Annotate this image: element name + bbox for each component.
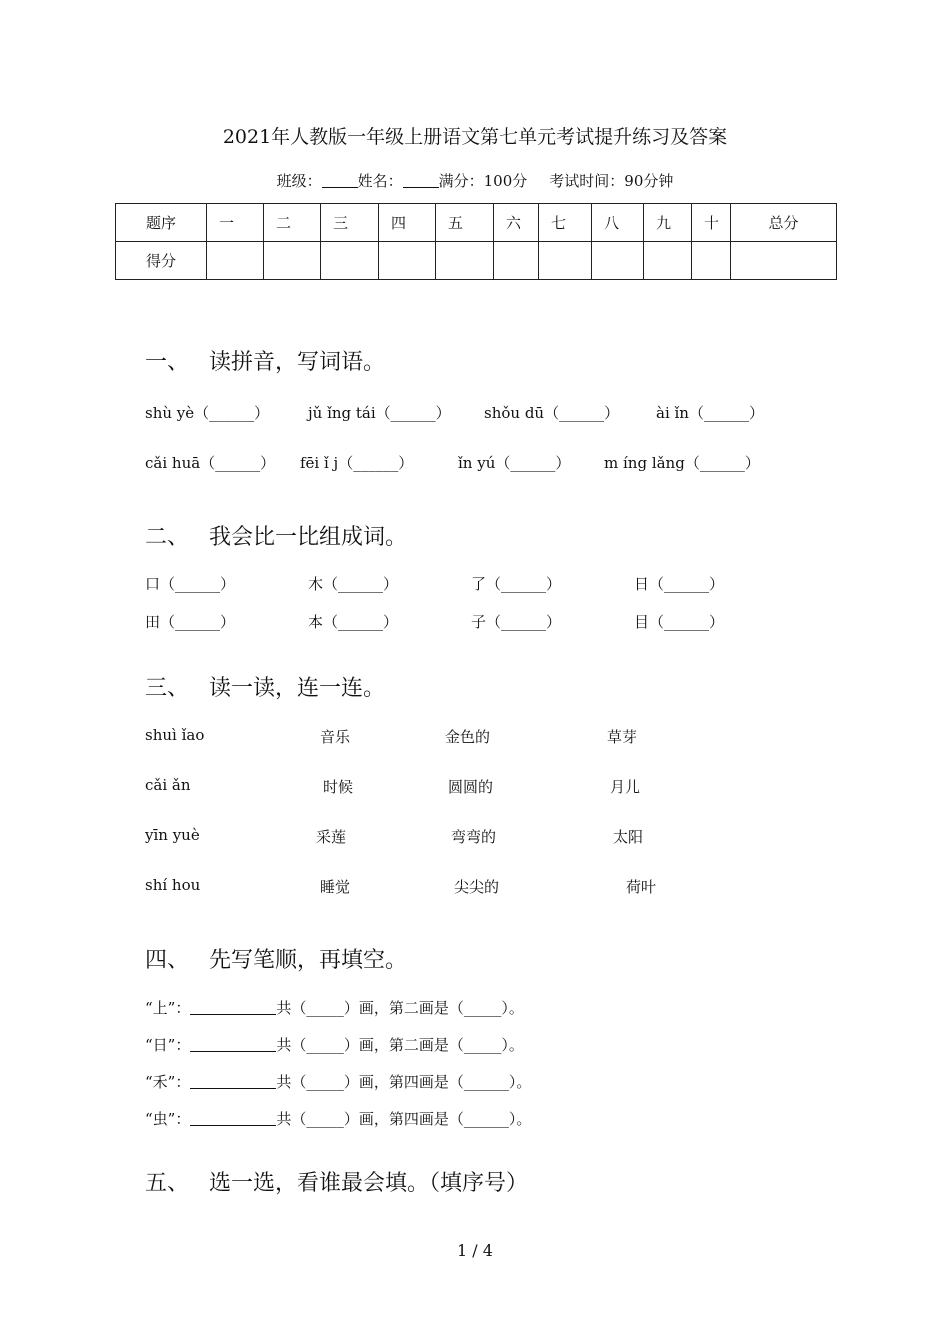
score-col-8: 八 — [592, 204, 644, 242]
score-cell[interactable] — [264, 242, 321, 280]
pinyin-item[interactable]: fēi ǐ j（______） — [300, 454, 414, 472]
section-number: 一、 — [145, 350, 190, 375]
score-cell[interactable] — [494, 242, 539, 280]
name-label: 姓名： — [357, 172, 403, 190]
match-word[interactable]: 睡觉 — [320, 878, 351, 896]
match-noun[interactable]: 太阳 — [613, 828, 644, 846]
section-number: 二、 — [145, 525, 190, 550]
class-label: 班级： — [276, 172, 322, 190]
score-col-5: 五 — [436, 204, 494, 242]
exam-info-line — [0, 170, 950, 191]
exam-time: 考试时间：90分钟 — [549, 172, 674, 190]
stroke-order-blank[interactable] — [190, 1111, 276, 1126]
score-cell[interactable] — [539, 242, 592, 280]
compare-item[interactable]: 木（______） — [308, 575, 399, 593]
match-pinyin[interactable]: yīn yuè — [145, 826, 200, 844]
match-pinyin[interactable]: shuì ǐao — [145, 726, 205, 744]
compare-item[interactable]: 田（______） — [145, 613, 236, 631]
stroke-char: “上”： — [145, 999, 191, 1017]
match-word[interactable]: 音乐 — [320, 728, 351, 746]
name-blank[interactable] — [403, 173, 439, 188]
score-cell[interactable] — [644, 242, 692, 280]
score-row-label: 得分 — [116, 242, 207, 280]
page-number: 1 / 4 — [457, 1241, 493, 1260]
score-col-9: 九 — [644, 204, 692, 242]
score-col-7: 七 — [539, 204, 592, 242]
match-adjective[interactable]: 弯弯的 — [451, 828, 497, 846]
section-title: 选一选，看谁最会填。（填序号） — [209, 1171, 529, 1196]
pinyin-item[interactable]: shù yè（______） — [145, 404, 270, 422]
score-total-label: 总分 — [731, 204, 837, 242]
score-header-label: 题序 — [116, 204, 207, 242]
match-word[interactable]: 时候 — [323, 778, 354, 796]
match-adjective[interactable]: 尖尖的 — [454, 878, 500, 896]
match-pinyin[interactable]: cǎi ǎn — [145, 776, 191, 794]
stroke-question[interactable]: 共（_____）画，第四画是（______）。 — [276, 1110, 532, 1128]
compare-item[interactable]: 日（______） — [634, 575, 725, 593]
score-col-3: 三 — [321, 204, 379, 242]
section-1-heading — [145, 345, 385, 376]
match-noun[interactable]: 草芽 — [607, 728, 638, 746]
stroke-order-blank[interactable] — [190, 1074, 276, 1089]
section-number: 五、 — [145, 1171, 190, 1196]
section-title: 先写笔顺，再填空。 — [209, 948, 408, 973]
compare-item[interactable]: 本（______） — [308, 613, 399, 631]
stroke-question[interactable]: 共（_____）画，第四画是（______）。 — [276, 1073, 532, 1091]
section-title: 读拼音，写词语。 — [209, 350, 386, 375]
score-table-header-row — [116, 204, 837, 242]
compare-item[interactable]: 口（______） — [145, 575, 236, 593]
score-col-10: 十 — [692, 204, 731, 242]
compare-item[interactable]: 了（______） — [471, 575, 562, 593]
stroke-line — [145, 1071, 531, 1092]
score-cell[interactable] — [592, 242, 644, 280]
compare-item[interactable]: 子（______） — [471, 613, 562, 631]
match-word[interactable]: 采莲 — [316, 828, 347, 846]
stroke-question[interactable]: 共（_____）画，第二画是（_____）。 — [276, 1036, 524, 1054]
stroke-char: “虫”： — [145, 1110, 191, 1128]
score-cell[interactable] — [379, 242, 436, 280]
pinyin-item[interactable]: shǒu dū（______） — [484, 404, 620, 422]
pinyin-item[interactable]: ài ǐn（______） — [656, 404, 764, 422]
stroke-char: “日”： — [145, 1036, 191, 1054]
stroke-order-blank[interactable] — [190, 1000, 276, 1015]
score-col-2: 二 — [264, 204, 321, 242]
score-col-6: 六 — [494, 204, 539, 242]
score-table-score-row — [116, 242, 837, 280]
section-number: 三、 — [145, 676, 190, 701]
section-title: 我会比一比组成词。 — [209, 525, 408, 550]
page-title: 2021年人教版一年级上册语文第七单元考试提升练习及答案 — [222, 126, 728, 148]
score-cell[interactable] — [692, 242, 731, 280]
section-3-heading — [145, 671, 385, 702]
stroke-question[interactable]: 共（_____）画，第二画是（_____）。 — [276, 999, 524, 1017]
stroke-line — [145, 997, 524, 1018]
stroke-line — [145, 1108, 531, 1129]
score-col-4: 四 — [379, 204, 436, 242]
stroke-order-blank[interactable] — [190, 1037, 276, 1052]
section-2-heading — [145, 520, 407, 551]
score-table — [115, 203, 837, 280]
score-cell[interactable] — [207, 242, 264, 280]
class-blank[interactable] — [322, 173, 358, 188]
stroke-line — [145, 1034, 524, 1055]
pinyin-item[interactable]: jǔ ǐng tái（______） — [308, 404, 451, 422]
section-title: 读一读，连一连。 — [209, 676, 386, 701]
compare-item[interactable]: 目（______） — [634, 613, 725, 631]
score-cell[interactable] — [436, 242, 494, 280]
match-noun[interactable]: 月儿 — [610, 778, 641, 796]
pinyin-item[interactable]: cǎi huā（______） — [145, 454, 276, 472]
match-noun[interactable]: 荷叶 — [626, 878, 657, 896]
match-pinyin[interactable]: shí hou — [145, 876, 201, 894]
match-adjective[interactable]: 金色的 — [445, 728, 491, 746]
score-col-1: 一 — [207, 204, 264, 242]
score-cell[interactable] — [321, 242, 379, 280]
full-score: 满分：100分 — [438, 172, 528, 190]
section-number: 四、 — [145, 948, 190, 973]
pinyin-item[interactable]: m íng lǎng（______） — [604, 454, 760, 472]
score-cell[interactable] — [731, 242, 837, 280]
section-4-heading — [145, 943, 407, 974]
match-adjective[interactable]: 圆圆的 — [448, 778, 494, 796]
section-5-heading — [145, 1166, 528, 1197]
pinyin-item[interactable]: ǐn yú（______） — [458, 454, 571, 472]
stroke-char: “禾”： — [145, 1073, 191, 1091]
